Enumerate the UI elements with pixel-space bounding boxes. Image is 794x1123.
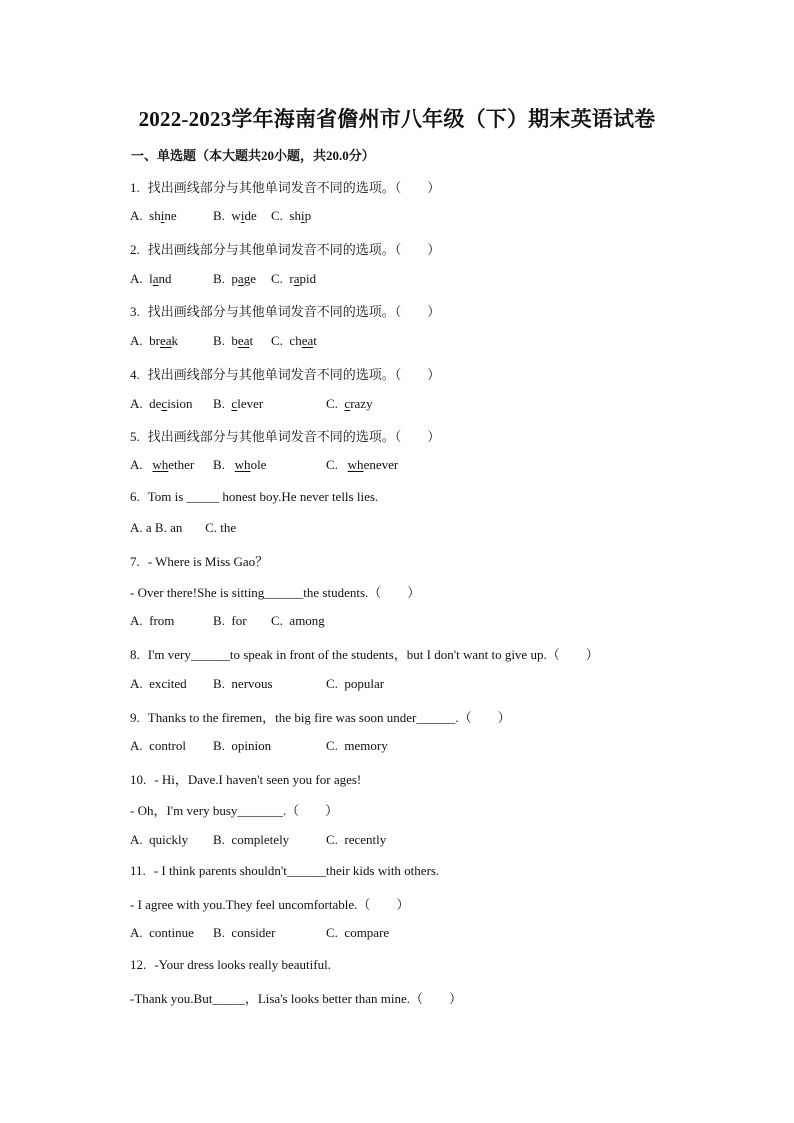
option-4b: B. clever	[213, 396, 264, 411]
question-4: 4. 找出画线部分与其他单词发音不同的选项。（ ）	[130, 367, 441, 382]
question-8: 8. I'm very______to speak in front of the students，but I don't want to give up.（ ）	[130, 647, 599, 662]
question-6: 6. Tom is _____ honest boy.He never tells lies.	[130, 489, 379, 504]
option-2c: C. rapid	[271, 271, 317, 286]
option-5c: C. whenever	[326, 457, 399, 472]
option-3c: C. cheat	[271, 333, 317, 348]
question-10-line2: - Oh，I'm very busy_______.（ ）	[130, 803, 339, 818]
option-11b: B. consider	[213, 925, 276, 940]
option-7a: A. from	[130, 613, 175, 628]
option-10c: C. recently	[326, 832, 387, 847]
option-3a: A. break	[130, 333, 179, 348]
question-9: 9. Thanks to the firemen，the big fire was soon under______.（ ）	[130, 710, 511, 725]
option-9c: C. memory	[326, 738, 388, 753]
option-3b: B. beat	[213, 333, 254, 348]
option-9a: A. control	[130, 738, 186, 753]
option-4c: C. crazy	[326, 396, 373, 411]
question-1: 1. 找出画线部分与其他单词发音不同的选项。（ ）	[130, 180, 441, 195]
option-8b: B. nervous	[213, 676, 273, 691]
option-5b: B. whole	[213, 457, 267, 472]
option-10b: B. completely	[213, 832, 290, 847]
question-5: 5. 找出画线部分与其他单词发音不同的选项。（ ）	[130, 429, 441, 444]
option-2a: A. land	[130, 271, 172, 286]
question-12: 12. -Your dress looks really beautiful.	[130, 957, 331, 972]
question-7-line2: - Over there!She is sitting______the students.（ ）	[130, 585, 421, 600]
options-6: A. a B. an C. the	[130, 520, 237, 535]
option-2b: B. page	[213, 271, 256, 286]
option-1b: B. wide	[213, 208, 257, 223]
question-11: 11. - I think parents shouldn't______their kids with others.	[130, 863, 440, 878]
page-title: 2022-2023学年海南省儋州市八年级（下）期末英语试卷	[138, 107, 656, 131]
question-12-line2: -Thank you.But_____，Lisa's looks better than mine.（ ）	[130, 991, 462, 1006]
option-8a: A. excited	[130, 676, 187, 691]
option-11a: A. continue	[130, 925, 194, 940]
section-heading: 一、单选题（本大题共20小题，共20.0分）	[131, 148, 375, 163]
option-10a: A. quickly	[130, 832, 189, 847]
option-7b: B. for	[213, 613, 247, 628]
option-1a: A. shine	[130, 208, 177, 223]
option-1c: C. ship	[271, 208, 312, 223]
question-2: 2. 找出画线部分与其他单词发音不同的选项。（ ）	[130, 242, 441, 257]
option-8c: C. popular	[326, 676, 385, 691]
option-9b: B. opinion	[213, 738, 272, 753]
question-7: 7. - Where is Miss Gao？	[130, 554, 269, 569]
option-11c: C. compare	[326, 925, 390, 940]
option-7c: C. among	[271, 613, 325, 628]
question-3: 3. 找出画线部分与其他单词发音不同的选项。（ ）	[130, 304, 441, 319]
question-11-line2: - I agree with you.They feel uncomfortable.（ ）	[130, 897, 410, 912]
option-5a: A. whether	[130, 457, 195, 472]
question-10: 10. - Hi，Dave.I haven't seen you for ages!	[130, 772, 362, 787]
option-4a: A. decision	[130, 396, 193, 411]
